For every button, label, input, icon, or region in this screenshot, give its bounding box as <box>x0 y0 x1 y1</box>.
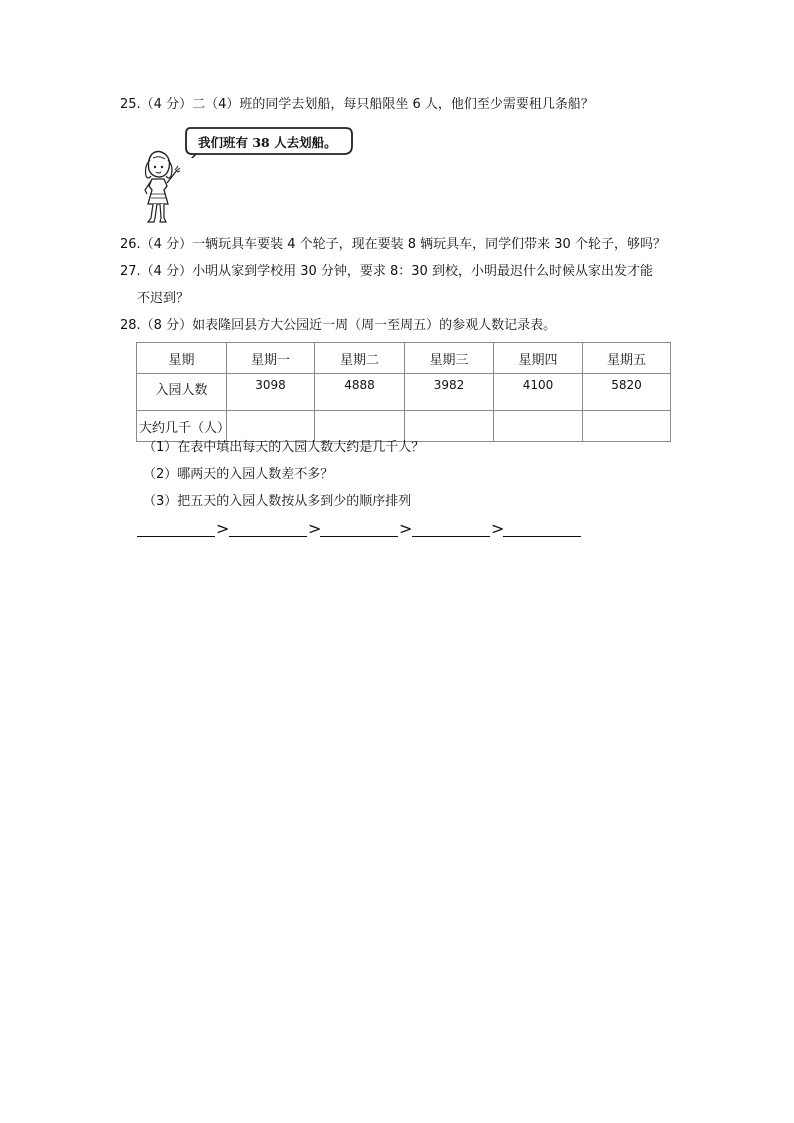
question-28: 28.（8 分）如表隆回县方大公园近一周（周一至周五）的参观人数记录表。 <box>120 318 557 333</box>
table-header-cell: 星期三 <box>405 343 494 374</box>
question-27-line1: 27.（4 分）小明从家到学校用 30 分钟，要求 8：30 到校，小明最迟什么时候从家出发才能 <box>120 264 653 279</box>
table-row-label: 入园人数 <box>137 374 227 411</box>
table-cell: 5820 <box>583 374 671 411</box>
answer-cell[interactable] <box>227 411 315 442</box>
answer-cell[interactable] <box>405 411 494 442</box>
table-cell: 4888 <box>315 374 405 411</box>
answer-blank[interactable] <box>229 536 307 537</box>
answer-cell[interactable] <box>583 411 671 442</box>
answer-cell[interactable] <box>494 411 583 442</box>
answer-blank[interactable] <box>137 536 215 537</box>
greater-than-sign: > <box>216 519 230 538</box>
speech-bubble <box>184 126 354 156</box>
table-row-approx <box>137 411 671 442</box>
table-header-cell: 星期四 <box>494 343 583 374</box>
answer-cell[interactable] <box>315 411 405 442</box>
answer-blank[interactable] <box>503 536 581 537</box>
table-header-row <box>137 343 671 374</box>
question-28-sub3: （3）把五天的入园人数按从多到少的顺序排列 <box>143 494 412 509</box>
table-cell: 3982 <box>405 374 494 411</box>
table-header-cell: 星期二 <box>315 343 405 374</box>
answer-blank[interactable] <box>412 536 490 537</box>
greater-than-sign: > <box>399 519 413 538</box>
visitor-table <box>136 342 671 442</box>
table-cell: 3098 <box>227 374 315 411</box>
greater-than-sign: > <box>308 519 322 538</box>
question-25: 25.（4 分）二（4）班的同学去划船，每只船限坐 6 人，他们至少需要租几条船？ <box>120 97 594 112</box>
girl-waving-icon <box>134 150 182 226</box>
table-header-cell: 星期一 <box>227 343 315 374</box>
speech-bubble-text: 我们班有 38 人去划船。 <box>198 135 337 150</box>
table-header-cell: 星期五 <box>583 343 671 374</box>
table-header-cell: 星期 <box>137 343 227 374</box>
question-27-line2: 不迟到？ <box>137 291 190 306</box>
table-row-label: 大约几千（人） <box>137 411 227 442</box>
table-row-visitors <box>137 374 671 411</box>
question-26: 26.（4 分）一辆玩具车要装 4 个轮子，现在要装 8 辆玩具车，同学们带来 30 个轮子，够吗？ <box>120 237 666 252</box>
greater-than-sign: > <box>491 519 505 538</box>
table-cell: 4100 <box>494 374 583 411</box>
question-28-sub1: （1）在表中填出每天的入园人数大约是几千人？ <box>143 440 425 455</box>
question-28-sub2: （2）哪两天的入园人数差不多？ <box>143 467 334 482</box>
answer-blank[interactable] <box>320 536 398 537</box>
